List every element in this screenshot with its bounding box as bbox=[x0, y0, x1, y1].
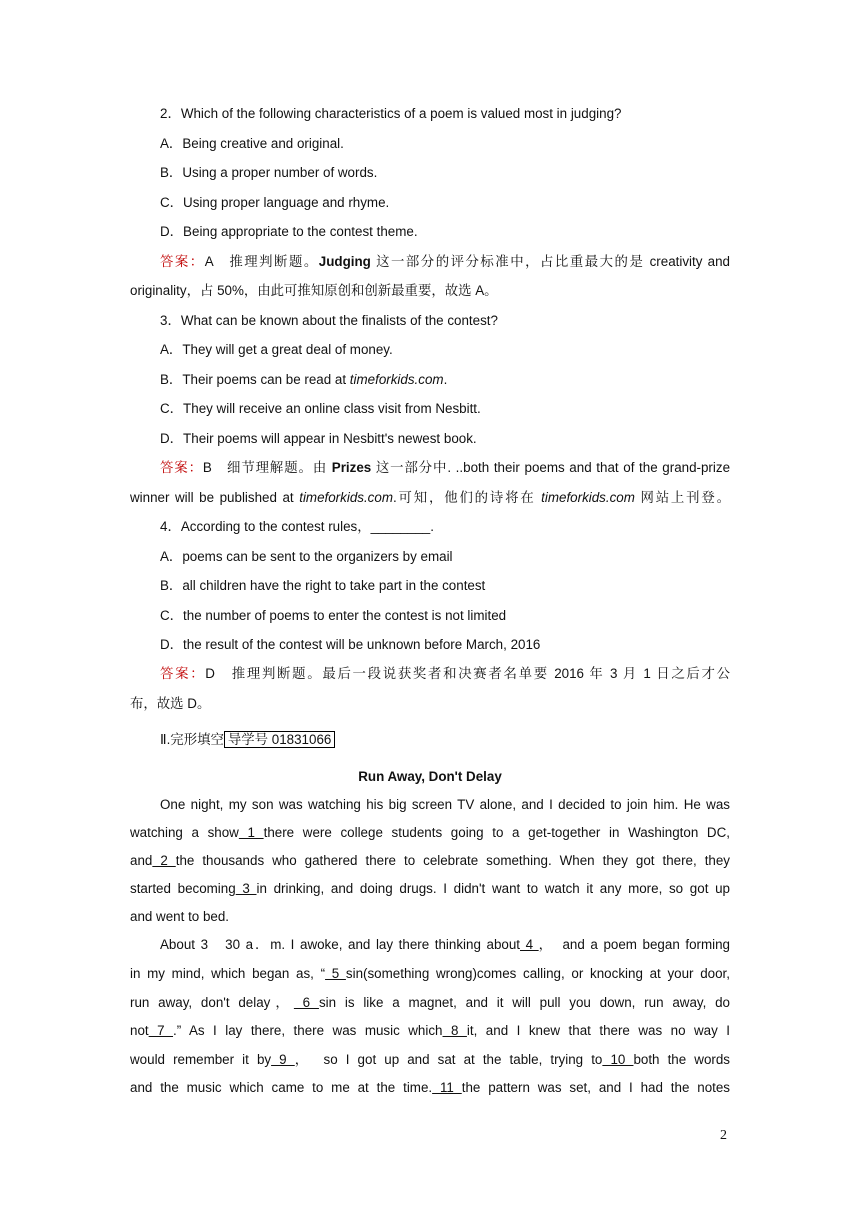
cloze-blank-2: 2 bbox=[152, 853, 176, 868]
answer-blank: ________ bbox=[370, 519, 431, 534]
cloze-blank-5: 5 bbox=[325, 966, 346, 981]
q2-option-c: C．Using proper language and rhyme. bbox=[160, 195, 390, 210]
q4-option-a: A．poems can be sent to the organizers by email bbox=[160, 549, 453, 564]
cloze-blank-3: 3 bbox=[235, 881, 257, 896]
q2-option-d: D．Being appropriate to the contest theme. bbox=[160, 224, 418, 239]
q2-answer-cont: originality，占 50%，由此可推知原创和创新最重要，故选 A。 bbox=[130, 283, 498, 298]
cloze-blank-1: 1 bbox=[238, 825, 264, 840]
q3-option-c: C．They will receive an online class visit from Nesbitt. bbox=[160, 401, 481, 416]
guide-number-box: 导学号 01831066 bbox=[224, 731, 335, 748]
cloze-blank-8: 8 bbox=[442, 1023, 467, 1038]
answer-label: 答案： bbox=[160, 460, 203, 475]
q2-option-b: B．Using a proper number of words. bbox=[160, 165, 378, 180]
passage-line: started becoming 3 in drinking, and doing drugs. I didn't want to watch it any more, so got up bbox=[130, 881, 731, 896]
passage-line: About 3 30 a．m. I awoke, and lay there thinking about 4 ， and a poem began forming bbox=[160, 937, 731, 952]
passage-line: and went to bed. bbox=[130, 909, 230, 924]
question-2: 2．Which of the following characteristics of a poem is valued most in judging? bbox=[160, 106, 622, 121]
cloze-blank-11: 11 bbox=[432, 1080, 462, 1095]
q3-option-d: D．Their poems will appear in Nesbitt's newest book. bbox=[160, 431, 477, 446]
question-3: 3．What can be known about the finalists of the contest? bbox=[160, 313, 498, 328]
cloze-blank-9: 9 bbox=[271, 1052, 295, 1067]
passage-line: would remember it by 9 ， so I got up and sat at the table, trying to 10 both the words bbox=[130, 1052, 730, 1067]
cloze-blank-10: 10 bbox=[602, 1052, 634, 1067]
q3-answer: 答案：B 细节理解题。由 Prizes 这一部分中. ..both their poems and that of the grand-prize bbox=[160, 460, 731, 475]
cloze-blank-6: 6 bbox=[293, 995, 319, 1010]
passage-line: watching a show 1 there were college students going to a get-together in Washington DC, bbox=[130, 825, 730, 840]
answer-label: 答案： bbox=[160, 666, 206, 681]
q2-option-a: A．Being creative and original. bbox=[160, 136, 344, 151]
answer-label: 答案： bbox=[160, 254, 205, 269]
q3-option-b: B．Their poems can be read at timeforkids.com. bbox=[160, 372, 448, 387]
passage-line: not 7 .” As I lay there, there was music which 8 it, and I knew that there was no way I bbox=[130, 1023, 731, 1038]
page-number: 2 bbox=[720, 1128, 727, 1143]
passage-line: in my mind, which began as, “ 5 sin(something wrong)comes calling, or knocking at your door, bbox=[130, 966, 730, 981]
passage-line: and 2 the thousands who gathered there to celebrate something. When they got there, they bbox=[130, 853, 731, 868]
question-4: 4．According to the contest rules，________. bbox=[160, 519, 434, 534]
q4-option-d: D．the result of the contest will be unknown before March, 2016 bbox=[160, 637, 541, 652]
passage-line: run away, don't delay， 6 sin is like a magnet, and it will pull you down, run away, do bbox=[130, 995, 731, 1010]
q3-option-a: A．They will get a great deal of money. bbox=[160, 342, 393, 357]
q4-option-b: B．all children have the right to take part in the contest bbox=[160, 578, 486, 593]
q4-answer: 答案：D 推理判断题。最后一段说获奖者和决赛者名单要 2016 年 3 月 1 日之后才公 bbox=[160, 666, 730, 681]
cloze-blank-4: 4 bbox=[520, 937, 539, 952]
section-heading: Ⅱ.完形填空 导学号 01831066 bbox=[160, 731, 730, 749]
q3-answer-cont: winner will be published at timeforkids.com.可知，他们的诗将在 timeforkids.com 网站上刊登。 bbox=[130, 490, 730, 505]
cloze-blank-7: 7 bbox=[148, 1023, 174, 1038]
q4-option-c: C．the number of poems to enter the contest is not limited bbox=[160, 608, 507, 623]
q2-answer: 答案：A 推理判断题。Judging 这一部分的评分标准中，占比重最大的是 creativity and bbox=[160, 254, 730, 269]
q4-answer-cont: 布，故选 D。 bbox=[130, 696, 211, 711]
passage-line: One night, my son was watching his big screen TV alone, and I decided to join him. He was bbox=[160, 797, 730, 812]
passage-line: and the music which came to me at the time. 11 the pattern was set, and I had the notes bbox=[130, 1080, 730, 1095]
passage-title: Run Away, Don't Delay bbox=[358, 769, 502, 784]
